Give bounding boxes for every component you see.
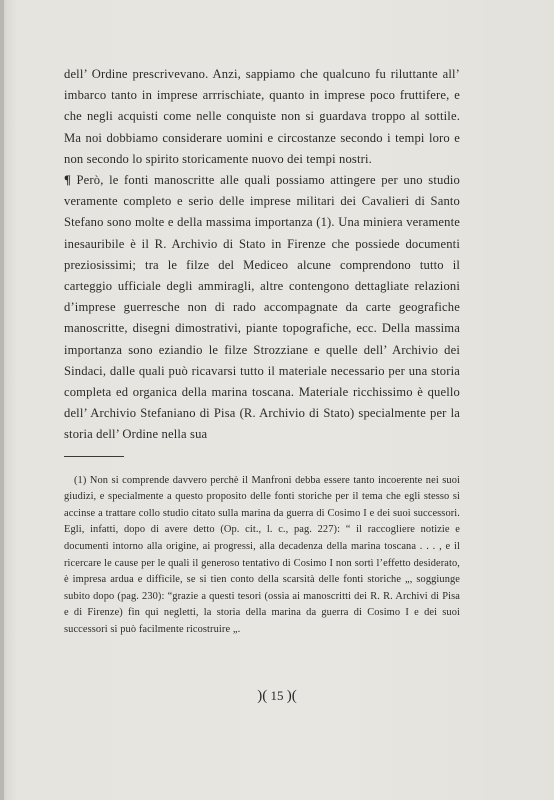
paragraph-1: dell’ Ordine prescrivevano. Anzi, sappiamo che qualcuno fu riluttante all’ imbarco tanto in imprese arrrischiate, quanto in imprese poco fruttifere, e che negli acquisti come nelle conquiste non si guardava troppo al sottile. Ma noi dobbiamo considerare uomini e circostanze secondo i tempi loro e non secondo lo spirito storicamente nuovo dei tempi nostri. — [64, 67, 460, 166]
folio-ornament-right: )( — [286, 688, 297, 704]
page-number: 15 — [270, 688, 284, 703]
page-folio — [0, 688, 554, 705]
book-page — [64, 64, 460, 639]
page-binding-edge — [0, 0, 4, 800]
footnote-1-text: (1) Non si comprende davvero perchè il Manfroni debba essere tanto incoerente nei suoi giudizi, e specialmente a questo proposito delle fonti storiche per il tema che egli stesso si accinse a trattare collo studio citato sulla marina da guerra di Cosimo I e dei suoi successori. Egli, infatti, dopo di avere detto (Op. cit., l. c., pag. 227): “ il raccogliere notizie e documenti intorno alla origine, ai progressi, alla decadenza della marina toscana . . . , e il ricercare le cause per le quali il generoso tentativo di Cosimo I non sortì l’effetto desiderato, è impresa ardua e difficile, se si tien conto della scarsità delle fonti storiche „, soggiunge subito dopo (pag. 230): “grazie a questi tesori (ossia ai manoscritti dei R. R. Archivi di Pisa e di Firenze) fin qui negletti, la storia della marina da guerra di Cosimo I e dei suoi successori si può facilmente ricostruire „. — [64, 474, 460, 635]
main-text — [64, 64, 460, 446]
folio-ornament-left: )( — [257, 688, 268, 704]
footnote-separator — [64, 456, 124, 457]
paragraph-2 — [64, 170, 460, 446]
footnote — [64, 473, 460, 639]
pilcrow-icon: ¶ — [64, 173, 71, 188]
paragraph-2-text: Però, le fonti manoscritte alle quali possiamo attingere per uno studio veramente completo e serio delle imprese militari dei Cavalieri di Santo Stefano sono molte e della massima importanza (1). Una miniera veramente inesauribile è il R. Archivio di Stato in Firenze che possiede documenti preziosissimi; tra le filze del Mediceo alcune comprendono tutto il carteggio ufficiale degli ammiragli, altre contengono dettagliate relazioni d’imprese guerresche non di rado accompagnate da carte geografiche manoscritte, disegni dimostrativi, piante topografiche, ecc. Della massima importanza sono eziandio le filze Strozziane e quelle dell’ Archivio dei Sindaci, dalle quali può ricavarsi tutto il materiale necessario per una storia completa ed organica della marina toscana. Materiale ricchissimo è quello dell’ Archivio Stefaniano di Pisa (R. Archivio di Stato) specialmente per la storia dell’ Ordine nella sua — [64, 173, 460, 442]
